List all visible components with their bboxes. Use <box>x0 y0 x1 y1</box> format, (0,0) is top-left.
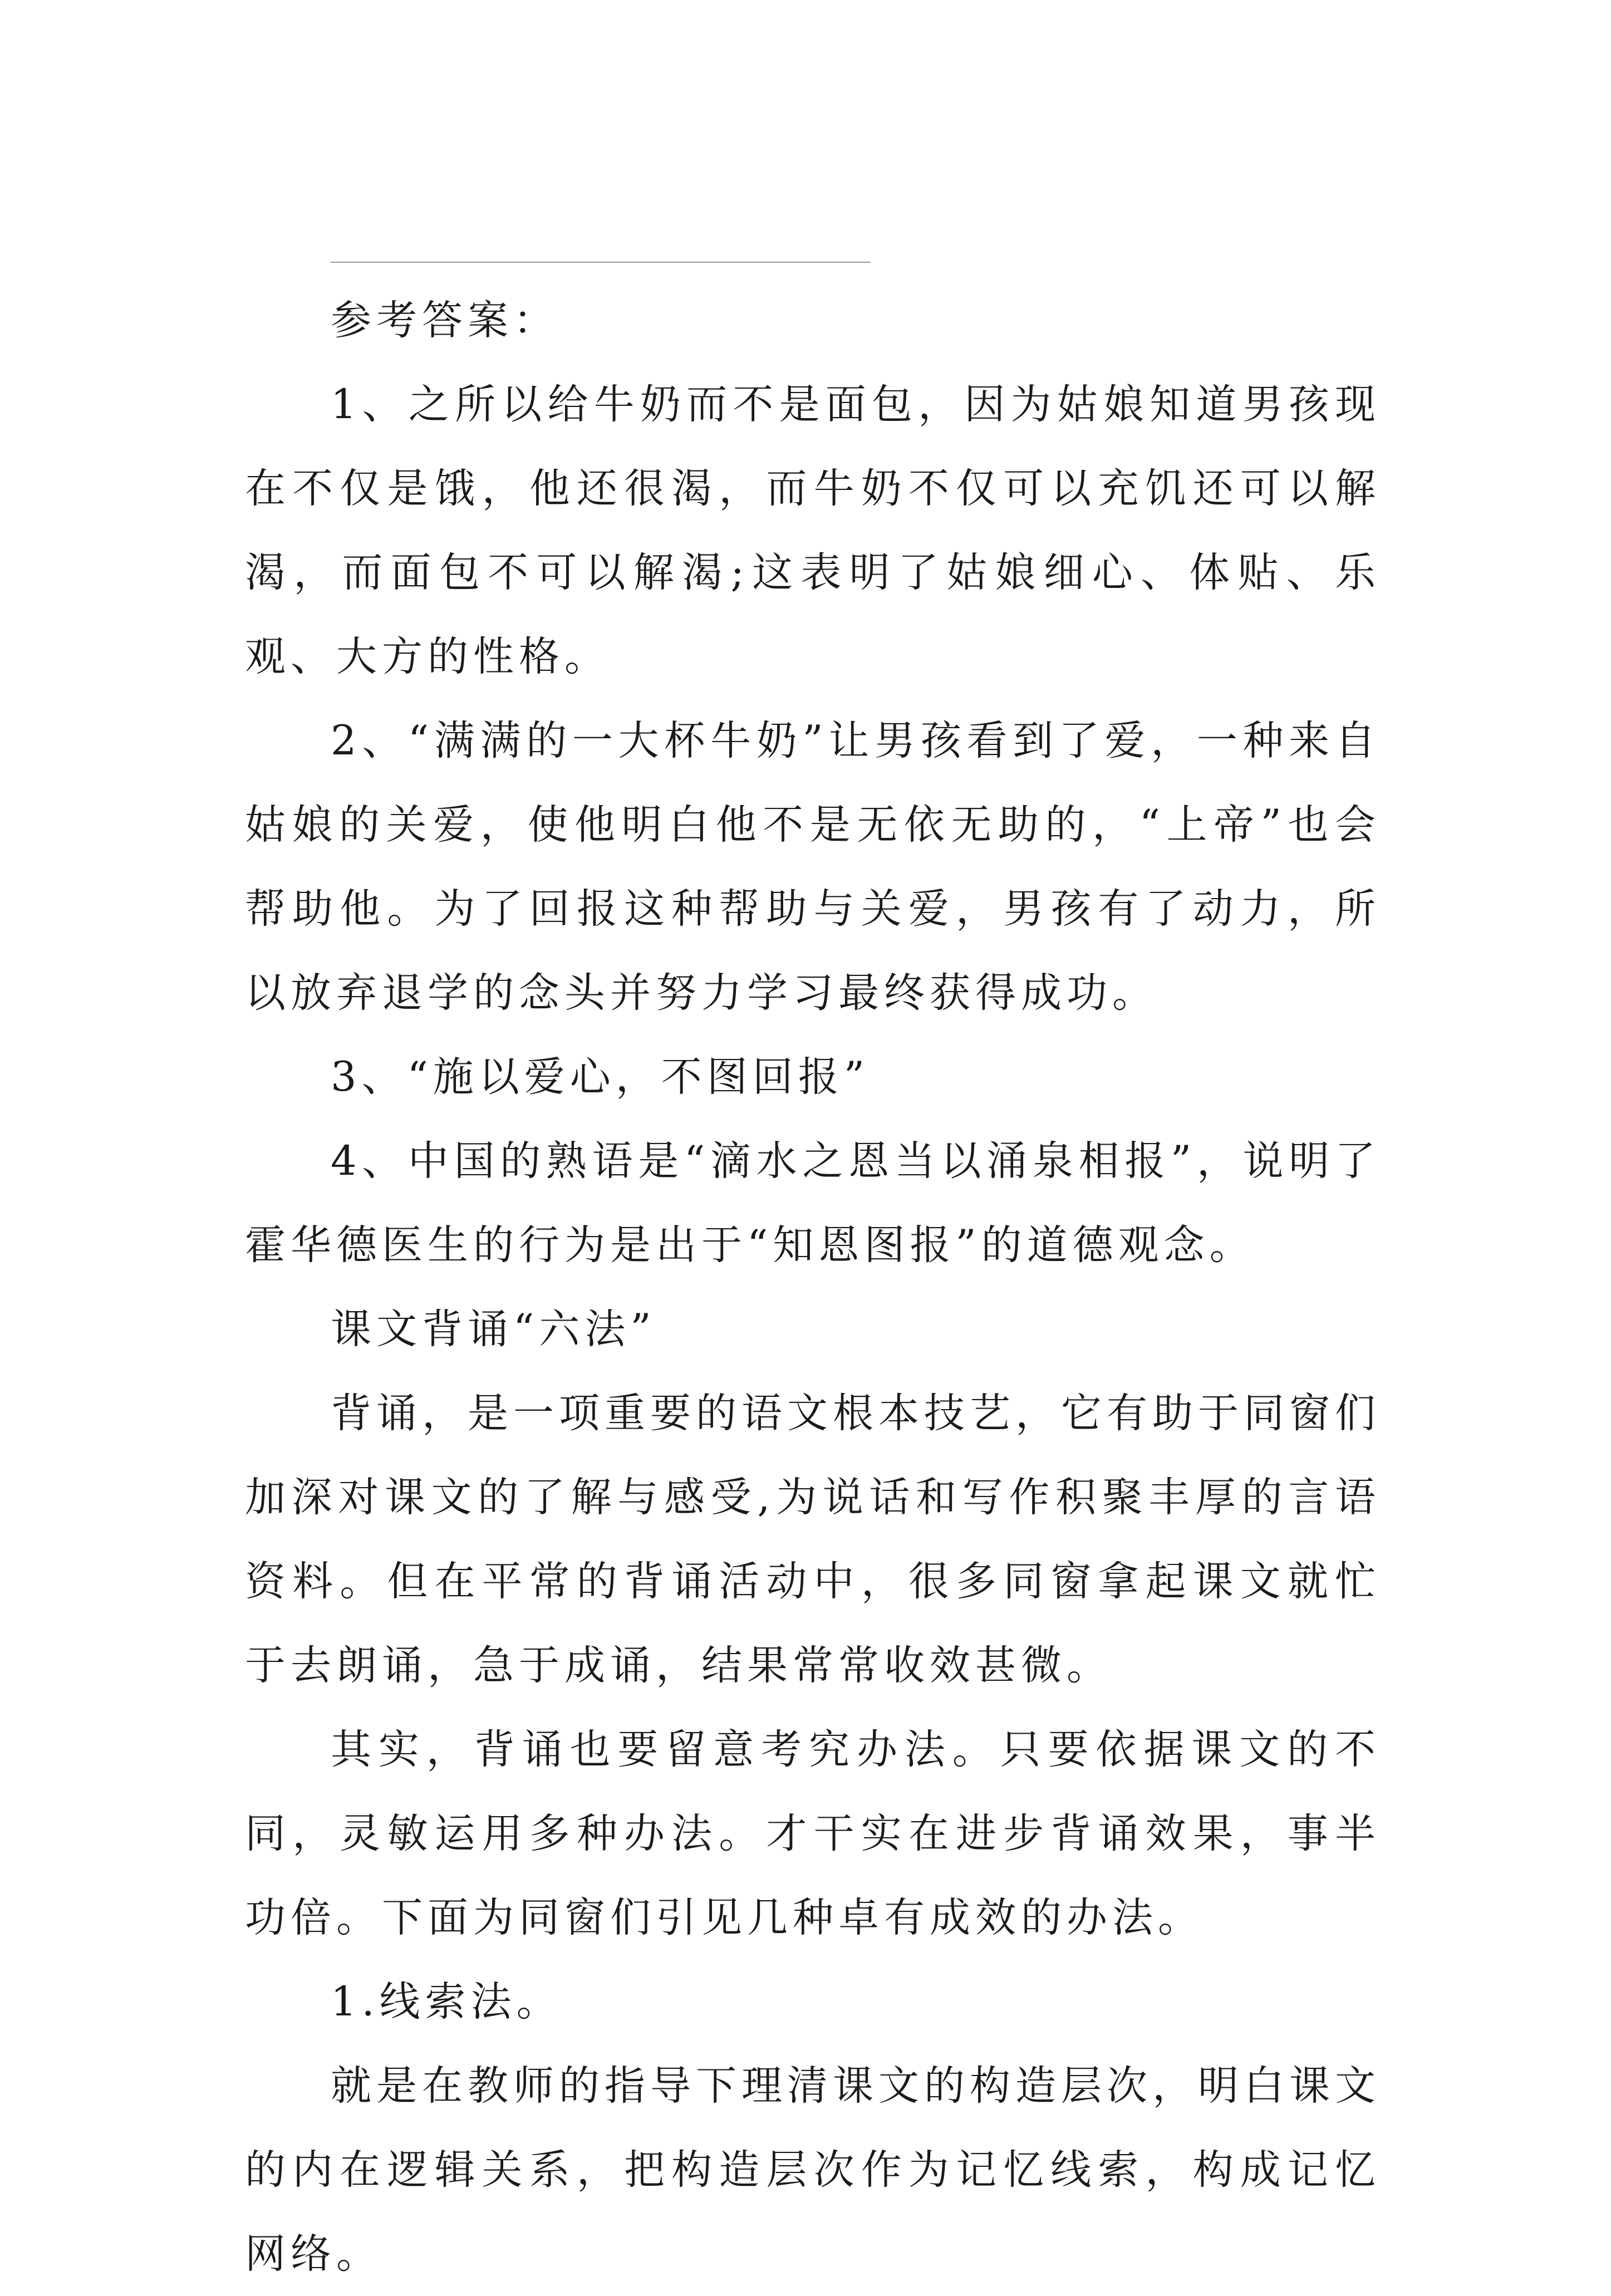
answers-heading: 参考答案： <box>331 297 559 344</box>
answer-item-2: 2、“满满的一大杯牛奶”让男孩看到了爱，一种来自姑娘的关爱，使他明白他不是无依无助的，“上帝”也会帮助他。为了回报这种帮助与关爱，男孩有了动力，所以放弃退学的念头并努力学习最终获得成功。 <box>245 717 1381 1017</box>
answer-item-4: 4、中国的熟语是“滴水之恩当以涌泉相报”，说明了霍华德医生的行为是出于“知恩图报”的道德观念。 <box>245 1137 1381 1269</box>
document-body <box>245 278 1381 2296</box>
body-paragraph-3: 就是在教师的指导下理清课文的构造层次，明白课文的内在逻辑关系，把构造层次作为记忆线索，构成记忆网络。 <box>245 2062 1381 2278</box>
body-paragraph-1: 背诵，是一项重要的语文根本技艺，它有助于同窗们加深对课文的了解与感受,为说话和写作积聚丰厚的言语资料。但在平常的背诵活动中，很多同窗拿起课文就忙于去朗诵，急于成诵，结果常常收效甚微。 <box>245 1390 1381 1689</box>
header-divider <box>331 262 871 263</box>
answer-item-3: 3、“施以爱心，不图回报” <box>331 1053 870 1101</box>
answer-item-1: 1、之所以给牛奶而不是面包，因为姑娘知道男孩现在不仅是饿，他还很渴，而牛奶不仅可以充饥还可以解渴，而面包不可以解渴;这表明了姑娘细心、体贴、乐观、大方的性格。 <box>245 381 1381 680</box>
method-heading: 1.线索法。 <box>331 1978 562 2025</box>
section-title: 课文背诵“六法” <box>331 1306 656 1353</box>
body-paragraph-2: 其实，背诵也要留意考究办法。只要依据课文的不同，灵敏运用多种办法。才干实在进步背诵效果，事半功倍。下面为同窗们引见几种卓有成效的办法。 <box>245 1726 1381 1941</box>
